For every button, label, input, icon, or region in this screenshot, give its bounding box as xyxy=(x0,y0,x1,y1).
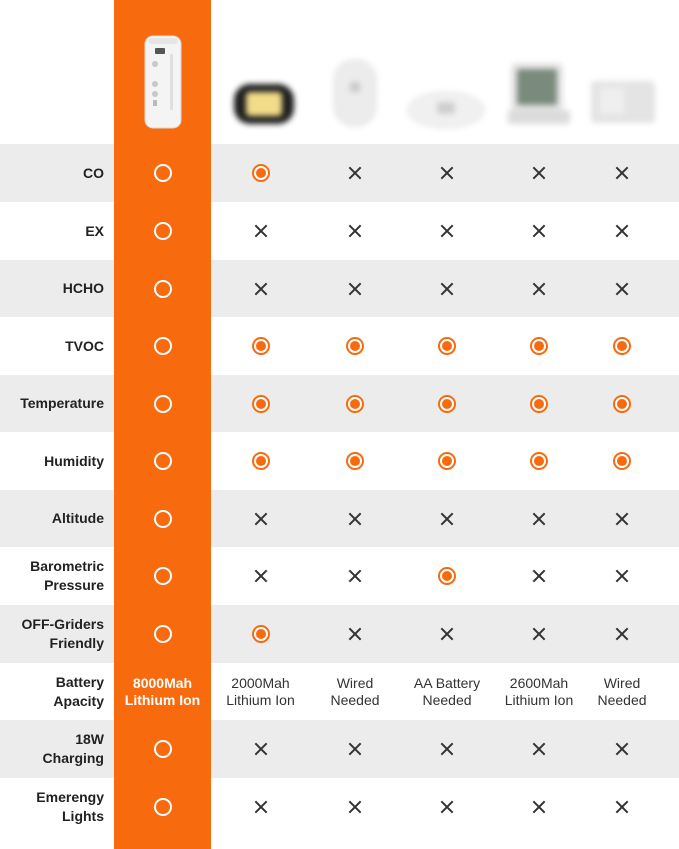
white-dot-icon xyxy=(154,567,172,585)
check-dot-cell xyxy=(114,432,211,490)
white-dot-icon xyxy=(154,337,172,355)
row-label-hcho: HCHO xyxy=(62,280,104,296)
blurred-device-4-image xyxy=(506,62,572,128)
cell-text: 8000Mah Lithium Ion xyxy=(124,674,201,708)
cross-cell xyxy=(211,490,310,547)
text-cell xyxy=(310,663,400,720)
orange-dot-icon xyxy=(438,395,456,413)
cross-icon xyxy=(532,224,546,238)
cross-icon xyxy=(615,627,629,641)
row-label-tvoc: TVOC xyxy=(65,337,104,354)
cross-cell xyxy=(584,490,660,547)
cell-text: 2000Mah Lithium Ion xyxy=(226,674,295,708)
cross-icon xyxy=(440,512,454,526)
cross-icon xyxy=(532,800,546,814)
cross-icon xyxy=(348,282,362,296)
orange-dot-icon xyxy=(252,452,270,470)
white-dot-icon xyxy=(154,222,172,240)
check-dot-cell xyxy=(114,547,211,605)
cross-cell xyxy=(494,547,584,605)
cross-icon xyxy=(348,800,362,814)
check-dot-cell xyxy=(114,778,211,836)
white-dot-icon xyxy=(154,510,172,528)
check-dot-cell xyxy=(114,202,211,260)
cross-cell xyxy=(584,605,660,663)
cross-icon xyxy=(254,800,268,814)
cell-text: AA Battery Needed xyxy=(413,674,481,708)
check-dot-cell xyxy=(310,317,400,375)
cross-icon xyxy=(440,166,454,180)
check-dot-cell xyxy=(400,432,494,490)
white-dot-icon xyxy=(154,625,172,643)
cross-cell xyxy=(400,260,494,317)
orange-dot-icon xyxy=(613,395,631,413)
orange-dot-icon xyxy=(613,452,631,470)
white-dot-icon xyxy=(154,740,172,758)
cross-cell xyxy=(494,144,584,202)
check-dot-cell xyxy=(494,432,584,490)
cross-cell xyxy=(400,490,494,547)
text-cell xyxy=(114,663,211,720)
cross-cell xyxy=(211,778,310,836)
blurred-device-5-image xyxy=(590,76,656,126)
check-dot-cell xyxy=(211,375,310,432)
row-label-humidity: Humidity xyxy=(44,452,104,469)
cross-icon xyxy=(348,742,362,756)
cross-cell xyxy=(494,490,584,547)
check-dot-cell xyxy=(494,375,584,432)
check-dot-cell xyxy=(494,317,584,375)
featured-device-image xyxy=(142,34,184,130)
row-label-18w-charging: 18W Charging xyxy=(42,731,104,766)
cross-cell xyxy=(310,144,400,202)
check-dot-cell xyxy=(310,432,400,490)
cross-icon xyxy=(615,282,629,296)
cross-icon xyxy=(440,282,454,296)
orange-dot-icon xyxy=(530,395,548,413)
cross-cell xyxy=(310,490,400,547)
check-dot-cell xyxy=(114,375,211,432)
check-dot-cell xyxy=(211,144,310,202)
orange-dot-icon xyxy=(438,452,456,470)
row-label-co: CO xyxy=(83,164,104,181)
row-label-temperature: Temperature xyxy=(20,395,104,411)
check-dot-cell xyxy=(114,317,211,375)
cross-icon xyxy=(348,224,362,238)
text-cell xyxy=(494,663,584,720)
check-dot-cell xyxy=(114,490,211,547)
cross-icon xyxy=(532,569,546,583)
white-dot-icon xyxy=(154,164,172,182)
cross-icon xyxy=(615,512,629,526)
blurred-device-2-image xyxy=(328,58,382,130)
row-label-off-griders-friendly: OFF-Griders Friendly xyxy=(21,616,104,651)
row-label-battery-apacity: Battery Apacity xyxy=(53,673,104,709)
cross-icon xyxy=(440,742,454,756)
white-dot-icon xyxy=(154,452,172,470)
cross-icon xyxy=(615,800,629,814)
cross-cell xyxy=(584,547,660,605)
orange-dot-icon xyxy=(530,337,548,355)
cross-cell xyxy=(584,202,660,260)
cross-icon xyxy=(615,742,629,756)
orange-dot-icon xyxy=(346,395,364,413)
blurred-device-3-image xyxy=(405,86,487,132)
cross-icon xyxy=(532,282,546,296)
cross-icon xyxy=(348,627,362,641)
check-dot-cell xyxy=(400,317,494,375)
cross-icon xyxy=(440,800,454,814)
cross-cell xyxy=(310,605,400,663)
cross-icon xyxy=(254,512,268,526)
row-label-altitude: Altitude xyxy=(51,510,104,526)
text-cell xyxy=(400,663,494,720)
cross-icon xyxy=(254,569,268,583)
cross-cell xyxy=(494,202,584,260)
orange-dot-icon xyxy=(252,164,270,182)
check-dot-cell xyxy=(400,547,494,605)
check-dot-cell xyxy=(211,432,310,490)
cross-icon xyxy=(532,512,546,526)
cross-cell xyxy=(211,547,310,605)
orange-dot-icon xyxy=(438,337,456,355)
check-dot-cell xyxy=(114,605,211,663)
orange-dot-icon xyxy=(530,452,548,470)
orange-dot-icon xyxy=(252,395,270,413)
cross-cell xyxy=(400,144,494,202)
white-dot-icon xyxy=(154,280,172,298)
cross-cell xyxy=(211,260,310,317)
cross-cell xyxy=(310,720,400,778)
cross-icon xyxy=(254,282,268,296)
cross-cell xyxy=(584,260,660,317)
orange-dot-icon xyxy=(438,567,456,585)
check-dot-cell xyxy=(584,432,660,490)
check-dot-cell xyxy=(211,605,310,663)
cross-icon xyxy=(615,224,629,238)
cross-cell xyxy=(400,720,494,778)
white-dot-icon xyxy=(154,798,172,816)
cross-cell xyxy=(400,605,494,663)
cross-cell xyxy=(310,778,400,836)
cross-cell xyxy=(494,605,584,663)
blurred-device-1-image xyxy=(232,80,296,128)
cross-icon xyxy=(348,166,362,180)
cell-text: Wired Needed xyxy=(597,674,647,708)
cross-icon xyxy=(615,166,629,180)
cross-cell xyxy=(494,778,584,836)
cross-cell xyxy=(584,144,660,202)
check-dot-cell xyxy=(400,375,494,432)
orange-dot-icon xyxy=(252,625,270,643)
cross-cell xyxy=(310,202,400,260)
cross-cell xyxy=(211,202,310,260)
cross-icon xyxy=(440,224,454,238)
cross-cell xyxy=(584,778,660,836)
check-dot-cell xyxy=(310,375,400,432)
cross-cell xyxy=(310,547,400,605)
cross-icon xyxy=(532,627,546,641)
check-dot-cell xyxy=(114,260,211,317)
orange-dot-icon xyxy=(613,337,631,355)
row-label-barometric-pressure: Barometric Pressure xyxy=(30,558,104,593)
row-label-ex: EX xyxy=(85,222,104,239)
check-dot-cell xyxy=(211,317,310,375)
cross-icon xyxy=(348,512,362,526)
cross-icon xyxy=(615,569,629,583)
check-dot-cell xyxy=(114,144,211,202)
cross-cell xyxy=(400,202,494,260)
orange-dot-icon xyxy=(252,337,270,355)
cross-cell xyxy=(310,260,400,317)
cell-text: Wired Needed xyxy=(330,674,380,708)
cross-icon xyxy=(348,569,362,583)
cross-icon xyxy=(532,166,546,180)
cell-text: 2600Mah Lithium Ion xyxy=(504,674,574,708)
white-dot-icon xyxy=(154,395,172,413)
cross-icon xyxy=(532,742,546,756)
cross-cell xyxy=(494,720,584,778)
check-dot-cell xyxy=(584,317,660,375)
check-dot-cell xyxy=(584,375,660,432)
orange-dot-icon xyxy=(346,337,364,355)
cross-icon xyxy=(254,224,268,238)
row-label-emerengy-lights: Emerengy Lights xyxy=(36,789,104,824)
cross-cell xyxy=(494,260,584,317)
cross-icon xyxy=(440,627,454,641)
text-cell xyxy=(584,663,660,720)
orange-dot-icon xyxy=(346,452,364,470)
check-dot-cell xyxy=(114,720,211,778)
cross-cell xyxy=(211,720,310,778)
cross-cell xyxy=(584,720,660,778)
cross-icon xyxy=(254,742,268,756)
text-cell xyxy=(211,663,310,720)
cross-cell xyxy=(400,778,494,836)
